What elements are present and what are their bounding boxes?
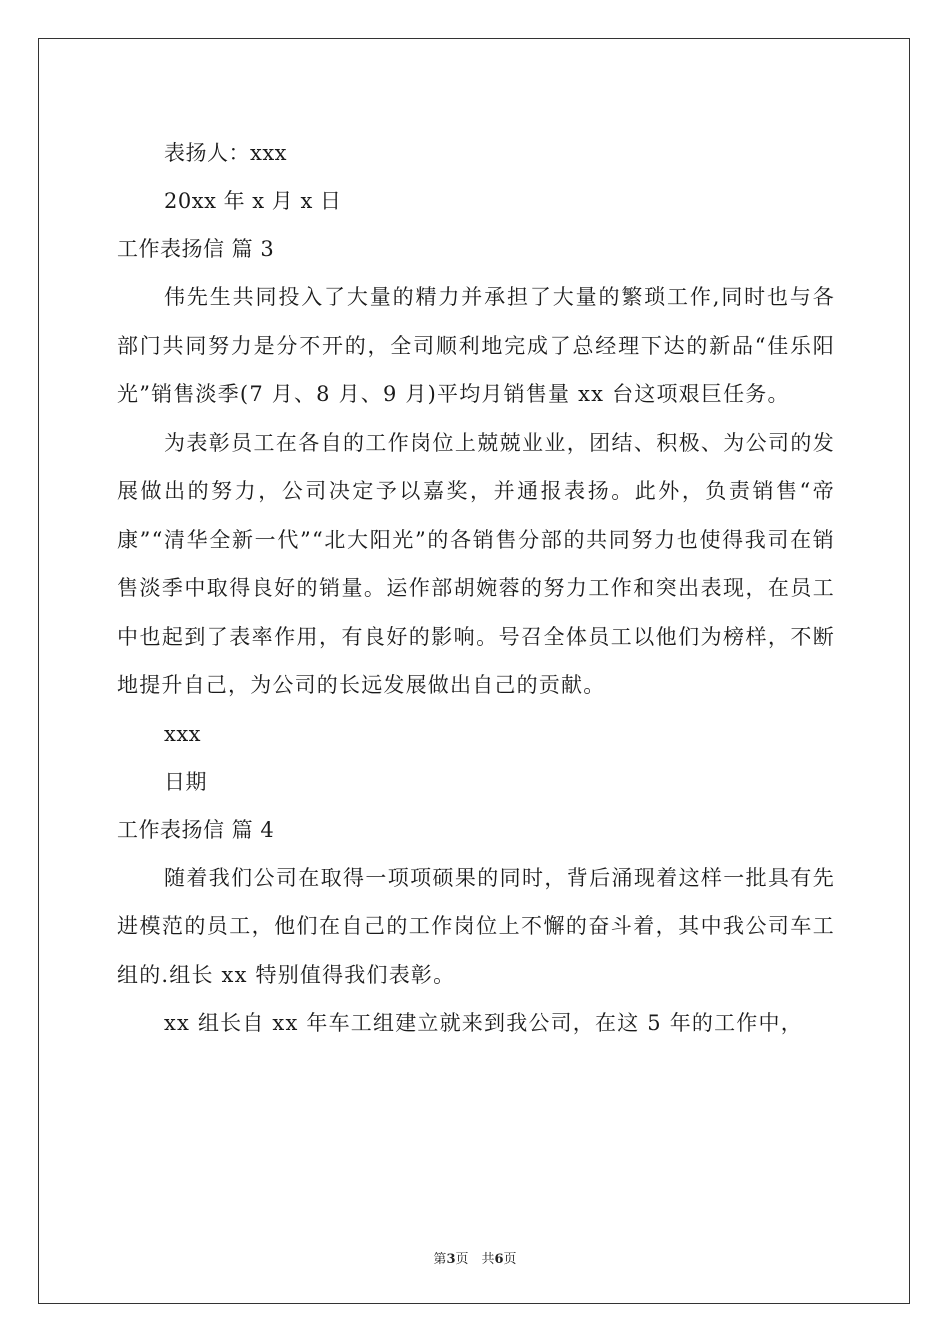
section3-signer: xxx — [164, 721, 202, 746]
footer-prefix: 第 — [433, 1252, 447, 1267]
signature-date: 20xx 年 x 月 x 日 — [164, 189, 342, 213]
footer-middle: 页 共 — [455, 1252, 495, 1267]
section4-paragraph-1: 随着我们公司在取得一项项硕果的同时，背后涌现着这样一批具有先进模范的员工，他们在自己的工作岗位上不懈的奋斗着，其中我公司车工组的.组长 xx 特别值得我们表彰。 — [117, 865, 835, 987]
footer-page-number: 3 — [446, 1252, 456, 1267]
footer-total-pages: 6 — [494, 1252, 504, 1267]
section4-paragraph-2: xx 组长自 xx 年车工组建立就来到我公司，在这 5 年的工作中， — [164, 1011, 803, 1035]
page-footer — [0, 1248, 950, 1267]
section3-date-label: 日期 — [164, 769, 207, 794]
section-heading-4: 工作表扬信 篇 4 — [117, 817, 275, 842]
footer-suffix: 页 — [503, 1252, 517, 1267]
section-heading-3: 工作表扬信 篇 3 — [117, 237, 275, 261]
commender-line: 表扬人：xxx — [164, 141, 288, 165]
section3-paragraph-1: 伟先生共同投入了大量的精力并承担了大量的繁琐工作,同时也与各部门共同努力是分不开的，全司顺利地完成了总经理下达的新品“佳乐阳光”销售淡季(7 月、8 月、9 月)平均月销售量 xx 台这项艰巨任务。 — [117, 285, 835, 406]
section3-paragraph-2: 为表彰员工在各自的工作岗位上兢兢业业，团结、积极、为公司的发展做出的努力，公司决定予以嘉奖，并通报表扬。此外，负责销售“帝康”“清华全新一代”“北大阳光”的各销售分部的共同努力也使得我司在销售淡季中取得良好的销量。运作部胡婉蓉的努力工作和突出表现，在员工中也起到了表率作用，有良好的影响。号召全体员工以他们为榜样，不断地提升自己，为公司的长远发展做出自己的贡献。 — [117, 430, 835, 697]
document-body — [117, 129, 835, 1048]
